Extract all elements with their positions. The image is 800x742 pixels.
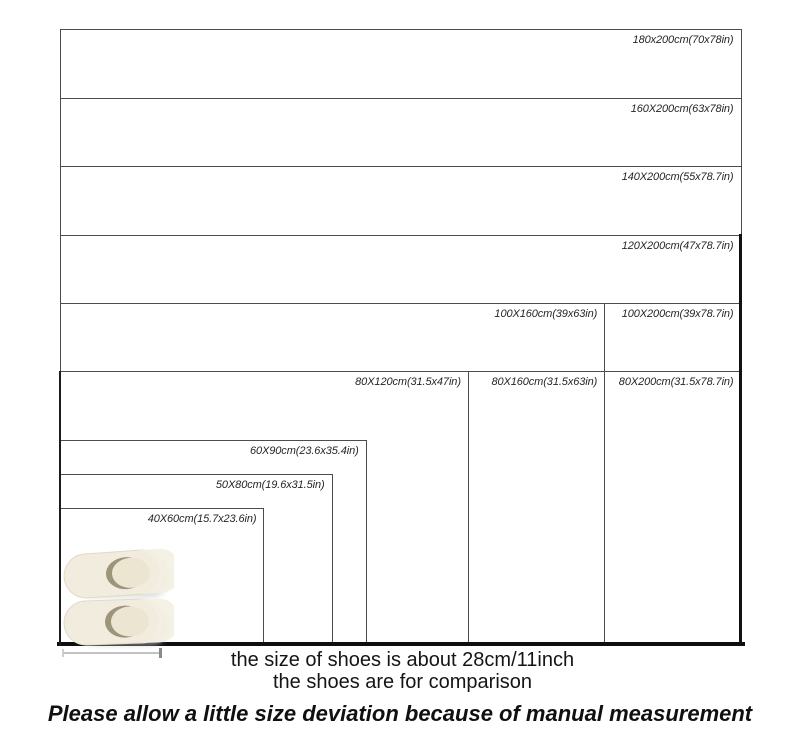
slippers-image — [62, 546, 174, 650]
size-label-120x200: 120X200cm(47x78.7in) — [621, 239, 734, 252]
diagram-left-edge — [59, 371, 61, 646]
size-label-60x90: 60X90cm(23.6x35.4in) — [249, 444, 359, 457]
footnote — [60, 649, 745, 693]
size-label-140x200: 140X200cm(55x78.7in) — [621, 171, 734, 184]
size-label-100x160: 100X160cm(39x63in) — [494, 308, 598, 320]
size-label-160x200: 160X200cm(63x78in) — [630, 102, 734, 115]
size-label-100x200: 100X200cm(39x78.7in) — [621, 308, 734, 320]
size-label-80x120: 80X120cm(31.5x47in) — [355, 376, 461, 389]
size-label-40x60: 40X60cm(15.7x23.6in) — [147, 513, 257, 526]
disclaimer-text: Please allow a little size deviation because of manual measurement — [47, 701, 753, 726]
size-label-180x200: 180x200cm(70x78in) — [632, 34, 734, 47]
slipper-bottom — [63, 598, 174, 646]
diagram-right-edge — [739, 234, 742, 646]
size-label-80x200: 80X200cm(31.5x78.7in) — [618, 376, 734, 389]
footnote-line1: the size of shoes is about 28cm/11inch — [230, 649, 575, 671]
size-label-80x160: 80X160cm(31.5x63in) — [491, 376, 598, 389]
footnote-line2: the shoes are for comparison — [272, 671, 533, 693]
slipper-top — [63, 547, 174, 599]
size-label-50x80: 50X80cm(19.6x31.5in) — [215, 479, 325, 491]
